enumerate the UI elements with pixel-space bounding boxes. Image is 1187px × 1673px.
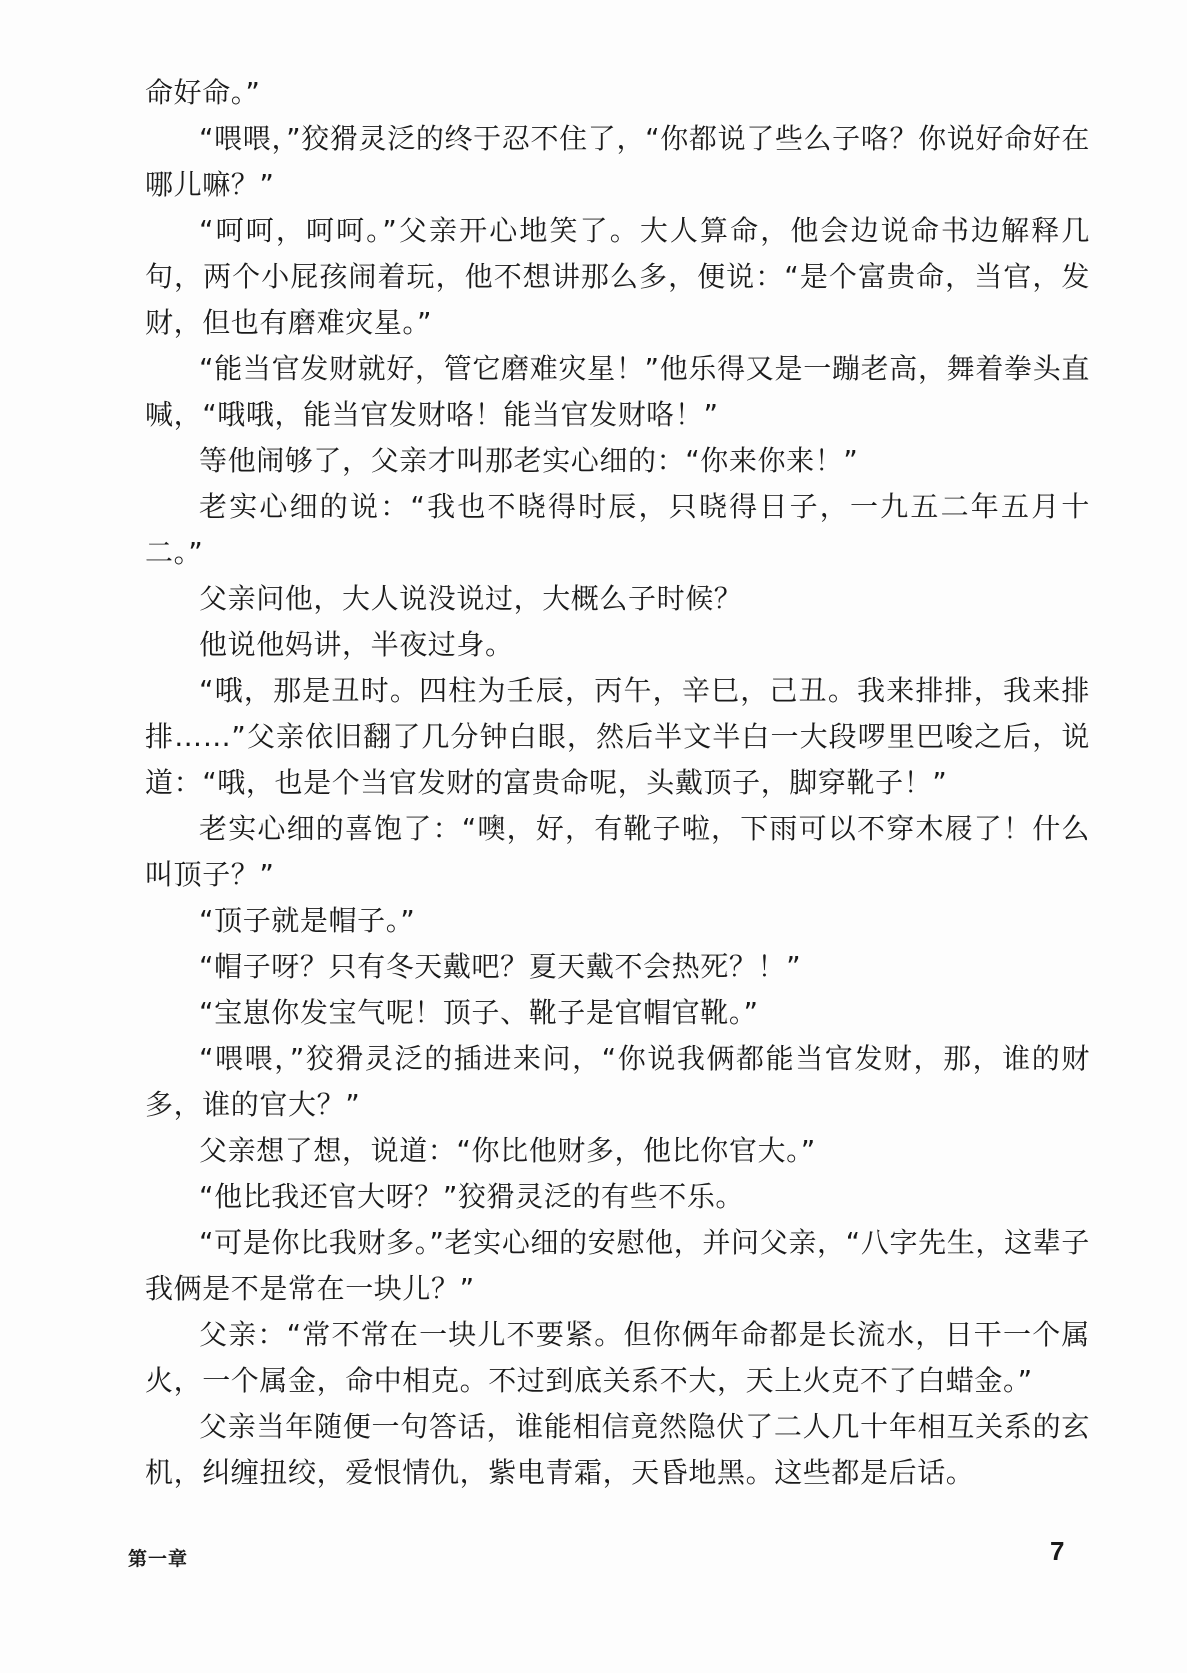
paragraph: “顶子就是帽子。”: [199, 904, 416, 937]
paragraph: 老实心细的说：“我也不晓得时辰，只晓得日子，一九五二年五月十二。”: [145, 490, 1090, 569]
paragraph: 他说他妈讲，半夜过身。: [199, 628, 514, 661]
paragraph: “能当官发财就好，管它磨难灾星！”他乐得又是一蹦老高，舞着拳头直喊，“哦哦，能当官发财咯！能当官发财咯！”: [145, 352, 1090, 431]
paragraph: “可是你比我财多。”老实心细的安慰他，并问父亲，“八字先生，这辈子我俩是不是常在一块儿？”: [145, 1226, 1090, 1305]
paragraph: 父亲：“常不常在一块儿不要紧。但你俩年命都是长流水，日干一个属火，一个属金，命中相克。不过到底关系不大，天上火克不了白蜡金。”: [145, 1318, 1090, 1397]
paragraph: “呵呵，呵呵。”父亲开心地笑了。大人算命，他会边说命书边解释几句，两个小屁孩闹着玩，他不想讲那么多，便说：“是个富贵命，当官，发财，但也有磨难灾星。”: [145, 214, 1090, 339]
chapter-footer: 第一章: [128, 1548, 189, 1570]
paragraph: “喂喂，”狡猾灵泛的插进来问，“你说我俩都能当官发财，那，谁的财多，谁的官大？”: [145, 1042, 1090, 1121]
paragraph: 父亲想了想，说道：“你比他财多，他比你官大。”: [199, 1134, 816, 1167]
paragraph: “宝崽你发宝气呢！顶子、靴子是官帽官靴。”: [199, 996, 759, 1029]
paragraph: 老实心细的喜饱了：“噢，好，有靴子啦，下雨可以不穿木屐了！什么叫顶子？”: [145, 812, 1090, 891]
paragraph: “帽子呀？只有冬天戴吧？夏天戴不会热死？！”: [199, 950, 802, 983]
paragraph: 父亲当年随便一句答话，谁能相信竟然隐伏了二人几十年相互关系的玄机，纠缠扭绞，爱恨情仇，紫电青霜，天昏地黑。这些都是后话。: [145, 1410, 1090, 1489]
page-number: 7: [1050, 1536, 1065, 1566]
paragraph: “哦，那是丑时。四柱为壬辰，丙午，辛巳，己丑。我来排排，我来排排……”父亲依旧翻了几分钟白眼，然后半文半白一大段啰里巴唆之后，说道：“哦，也是个当官发财的富贵命呢，头戴顶子，脚穿靴子！”: [145, 674, 1090, 799]
body-text: [145, 70, 1090, 1496]
paragraph: “他比我还官大呀？”狡猾灵泛的有些不乐。: [199, 1180, 745, 1213]
paragraph: 等他闹够了，父亲才叫那老实心细的：“你来你来！”: [199, 444, 859, 477]
paragraph: 父亲问他，大人说没说过，大概么子时候？: [199, 582, 743, 615]
paragraph: 命好命。”: [145, 76, 261, 109]
paragraph: “喂喂，”狡猾灵泛的终于忍不住了，“你都说了些么子咯？你说好命好在哪儿嘛？”: [145, 122, 1090, 201]
